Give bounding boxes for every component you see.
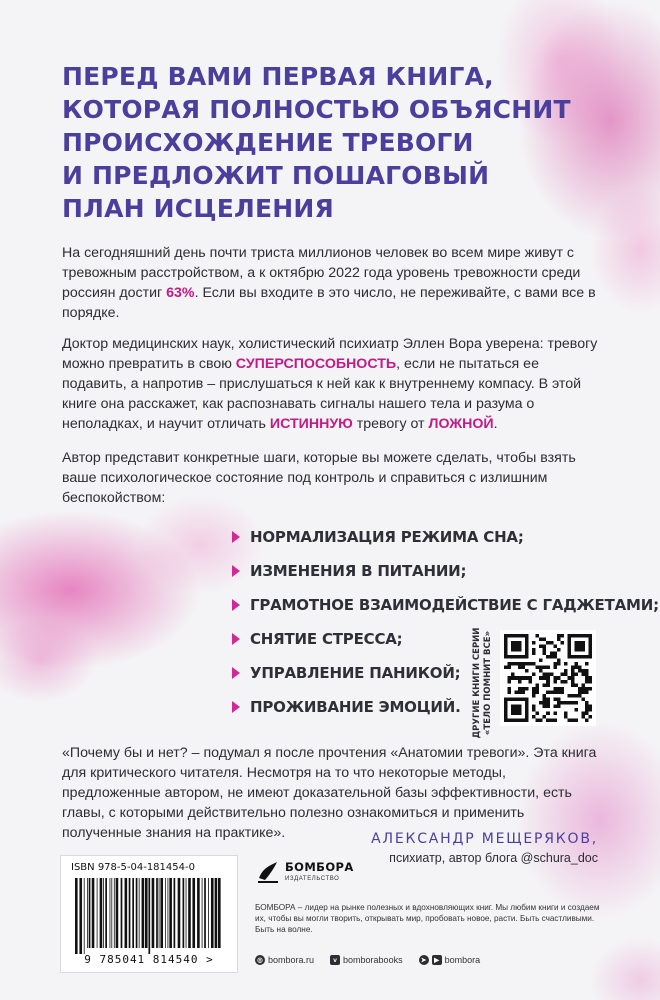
step-label: ГРАМОТНОЕ ВЗАИМОДЕЙСТВИЕ С ГАДЖЕТАМИ; xyxy=(250,595,659,614)
about-text: Доктор медицинских наук, холистический психиатр Эллен Вора уверена: тревогу можно превратить в свою xyxy=(62,336,598,372)
quote-author-role: психиатр, автор блога @schura_doc xyxy=(389,851,598,865)
social-messengers[interactable] xyxy=(419,955,481,965)
social-vk[interactable] xyxy=(330,955,403,965)
publisher-socials xyxy=(255,955,480,965)
video-icon: ▶ xyxy=(432,955,442,965)
intro-text-end: . Если вы входите в это число, не переживайте, с вами все в порядке. xyxy=(62,285,596,321)
headline xyxy=(62,60,582,225)
bombora-logo-icon xyxy=(255,858,281,884)
chevron-right-icon xyxy=(232,667,240,679)
publisher-sub: ИЗДАТЕЛЬСТВО xyxy=(285,876,340,882)
chevron-right-icon xyxy=(232,701,240,713)
step-label: НОРМАЛИЗАЦИЯ РЕЖИМА СНА; xyxy=(250,527,524,546)
headline-line: И ПРЕДЛОЖИТ ПОШАГОВЫЙ xyxy=(62,161,490,190)
about-paragraph xyxy=(62,334,602,434)
series-line-2: «ТЕЛО ПОМНИТ ВСЕ» xyxy=(483,630,493,736)
qr-code-icon xyxy=(504,634,592,722)
chevron-right-icon xyxy=(232,565,240,577)
headline-line: КОТОРАЯ ПОЛНОСТЬЮ ОБЪЯСНИТ xyxy=(62,95,571,124)
highlight-superpower: СУПЕРСПОСОБНОСТЬ xyxy=(235,356,397,372)
site-label: bombora.ru xyxy=(268,955,315,965)
quote-author-name: АЛЕКСАНДР МЕЩЕРЯКОВ, xyxy=(371,831,598,847)
publisher-name: БОМБОРА xyxy=(285,860,354,874)
list-item xyxy=(232,590,659,620)
social-label: bombora xyxy=(444,955,481,965)
chevron-right-icon xyxy=(232,531,240,543)
qr-code[interactable] xyxy=(500,630,596,726)
list-item xyxy=(232,522,659,552)
telegram-icon: ➤ xyxy=(419,955,429,965)
anxiety-stat: 63% xyxy=(166,285,195,301)
social-site[interactable] xyxy=(255,955,314,965)
headline-line: ПЕРЕД ВАМИ ПЕРВАЯ КНИГА, xyxy=(62,62,494,91)
barcode-panel xyxy=(60,855,238,973)
publisher-blurb: БОМБОРА – лидер на рынке полезных и вдохновляющих книг. Мы любим книги и создаем их, чтобы вы могли творить, открывать мир, пробовать новое, расти. Быть счастливыми. Быть на волне. xyxy=(255,903,600,934)
barcode-icon xyxy=(73,878,225,954)
about-text: , если не пытаться ее подавить, а напротив – прислушаться к ней как к внутреннему компасу. В этой книге она расскажет, как распознавать сигналы нашего тела и разума о неполадках, и научит отличать xyxy=(62,356,582,432)
about-text: . xyxy=(493,416,498,432)
step-label: УПРАВЛЕНИЕ ПАНИКОЙ; xyxy=(250,663,461,682)
vk-label: bomborabooks xyxy=(343,955,403,965)
intro-text: На сегодняшний день почти триста миллионов человек во всем мире живут с тревожным расстройством, а к октябрю 2022 года уровень тревожности среди россиян достиг xyxy=(62,245,581,301)
barcode-digits: 9 785041 814540 > xyxy=(84,953,214,966)
intro-paragraph xyxy=(62,243,602,323)
globe-icon: ◎ xyxy=(255,955,265,965)
highlight-true: ИСТИННУЮ xyxy=(269,416,353,432)
series-line-1: ДРУГИЕ КНИГИ СЕРИИ xyxy=(472,627,482,739)
step-label: ИЗМЕНЕНИЯ В ПИТАНИИ; xyxy=(250,561,467,580)
review-quote: «Почему бы и нет? – подумал я после прочтения «Анатомии тревоги». Эта книга для критического читателя. Несмотря на то что некоторые методы, предложенные автором, не имеют доказательной базы эффективности, есть главы, с которыми действительно полезно ознакомиться и применить полученные знания на практике». xyxy=(62,745,597,841)
headline-line: ПЛАН ИСЦЕЛЕНИЯ xyxy=(62,194,334,223)
about-text: тревогу от xyxy=(352,416,429,432)
vk-icon: v xyxy=(330,955,340,965)
steps-intro: Автор представит конкретные шаги, которые вы можете сделать, чтобы взять ваше психологическое состояние под контроль и справиться с излишним беспокойством: xyxy=(62,450,576,506)
highlight-false: ЛОЖНОЙ xyxy=(428,416,494,432)
chevron-right-icon xyxy=(232,633,240,645)
headline-line: ПРОИСХОЖДЕНИЕ ТРЕВОГИ xyxy=(62,128,474,157)
step-label: СНЯТИЕ СТРЕССА; xyxy=(250,629,403,648)
isbn: ISBN 978-5-04-181454-0 xyxy=(71,862,195,873)
step-label: ПРОЖИВАНИЕ ЭМОЦИЙ. xyxy=(250,697,461,716)
list-item xyxy=(232,556,659,586)
chevron-right-icon xyxy=(232,599,240,611)
series-caption xyxy=(468,627,498,739)
